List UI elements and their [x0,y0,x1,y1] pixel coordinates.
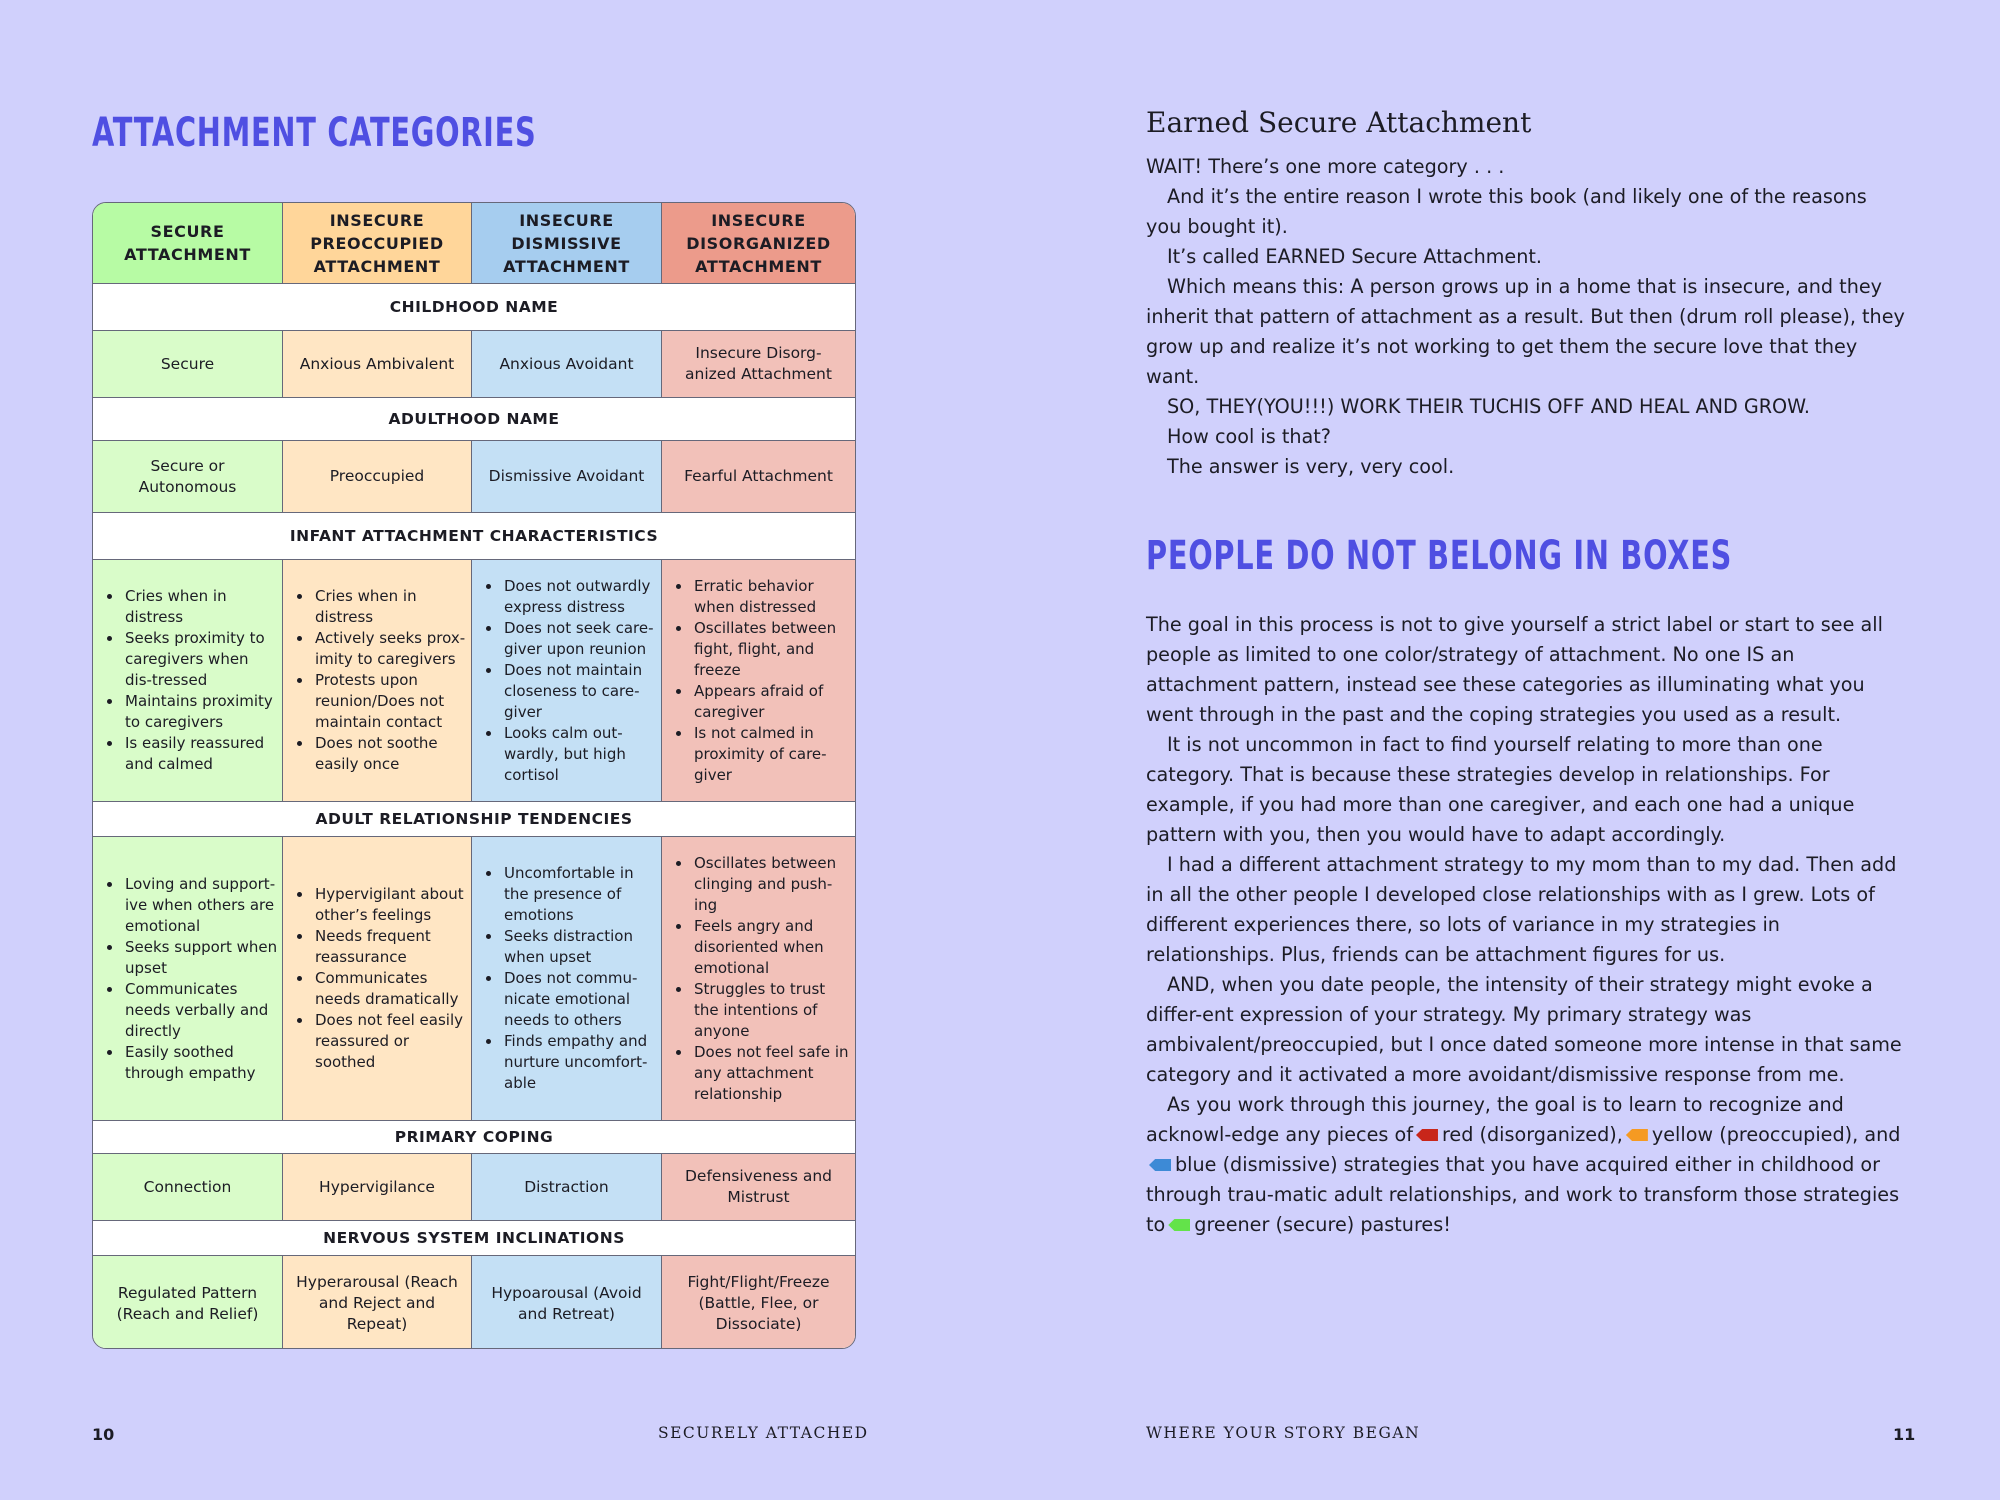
list-item: • Actively seeks prox-imity to caregivers [313,628,467,670]
table-cell [662,837,855,1121]
paragraph: It is not uncommon in fact to find yourself relating to more than one category. That is because these strategies develop in relationships. For example, if you had more than one caregiver, and each one had a unique pattern with you, then you would have to adapt accordingly. [1146,733,1855,846]
list-item: • Cries when in distress [123,586,278,628]
table-cell: Regulated Pattern (Reach and Relief) [93,1256,283,1349]
list-item: • Needs frequent reassurance [313,926,467,968]
left-page-heading: ATTACHMENT CATEGORIES [92,110,537,156]
list-item: • Communicates needs dramatically [313,968,467,1010]
paragraph: SO, THEY(YOU!!!) WORK THEIR TUCHIS OFF AND HEAL AND GROW. [1167,395,1811,418]
table-cell [472,837,662,1121]
table-cell: Hyperarousal (Reach and Reject and Repeat) [283,1256,472,1349]
column-header-secure: SECURE ATTACHMENT [93,203,283,284]
list-item: • Does not feel safe in any attachment relationship [692,1042,851,1105]
section-title-childhood-name: CHILDHOOD NAME [93,284,855,331]
paragraph: AND, when you date people, the intensity of their strategy might evoke a differ-ent expression of your strategy. My primary strategy was ambivalent/preoccupied, but I once dated someone more intense in that same category and it activated a more avoidant/dismissive response from me. [1146,973,1902,1086]
list-item: • Does not feel easily reassured or soothed [313,1010,467,1073]
list-item: • Struggles to trust the intentions of anyone [692,979,851,1042]
list-item: • Seeks distraction when upset [502,926,657,968]
list-item: • Is easily reassured and calmed [123,733,278,775]
left-running-head: SECURELY ATTACHED [658,1424,869,1442]
list-item: • Is not calmed in proximity of care-giver [692,723,851,786]
section-title-infant-characteristics: INFANT ATTACHMENT CHARACTERISTICS [93,513,855,560]
list-item: • Oscillates between clinging and push-ing [692,853,851,916]
paragraph: It’s called EARNED Secure Attachment. [1167,245,1543,268]
paragraph: The answer is very, very cool. [1167,455,1455,478]
table-cell: Dismissive Avoidant [472,441,662,513]
list-item: • Easily soothed through empathy [123,1042,278,1084]
list-item: • Uncomfortable in the presence of emotions [502,863,657,926]
list-item: • Seeks support when upset [123,937,278,979]
table-cell: Connection [93,1154,283,1221]
intro-text [1146,152,1906,482]
section-title-nervous-system: NERVOUS SYSTEM INCLINATIONS [93,1221,855,1256]
table-cell [662,560,855,802]
paragraph: Which means this: A person grows up in a home that is insecure, and they inherit that pattern of attachment as a result. But then (drum roll please), they grow up and realize it’s not working to get them the secure love that they want. [1146,275,1905,388]
column-header-dismissive: INSECURE DISMISSIVE ATTACHMENT [472,203,662,284]
table-cell: Anxious Avoidant [472,331,662,398]
column-header-preoccupied: INSECURE PREOCCUPIED ATTACHMENT [283,203,472,284]
table-cell [93,837,283,1121]
list-item: • Does not soothe easily once [313,733,467,775]
list-item: • Does not commu-nicate emotional needs to others [502,968,657,1031]
blue-flag-icon [1149,1159,1171,1171]
list-item: • Does not maintain closeness to care-giver [502,660,657,723]
green-flag-icon [1168,1219,1190,1231]
table-cell: Secure [93,331,283,398]
body-text [1146,610,1906,1240]
table-cell [472,560,662,802]
table-cell: Secure or Autonomous [93,441,283,513]
table-cell: Anxious Ambivalent [283,331,472,398]
paragraph: How cool is that? [1167,425,1331,448]
list-item: • Seeks proximity to caregivers when dis-tressed [123,628,278,691]
right-page-heading: PEOPLE DO NOT BELONG IN BOXES [1146,533,1733,579]
list-item: • Maintains proximity to caregivers [123,691,278,733]
table-cell: Hypoarousal (Avoid and Retreat) [472,1256,662,1349]
list-item: • Communicates needs verbally and directly [123,979,278,1042]
earned-secure-subheading: Earned Secure Attachment [1146,106,1532,139]
list-item: • Protests upon reunion/Does not maintain contact [313,670,467,733]
right-running-head: WHERE YOUR STORY BEGAN [1146,1424,1421,1442]
paragraph: And it’s the entire reason I wrote this book (and likely one of the reasons you bought it). [1146,185,1867,238]
table-cell: Distraction [472,1154,662,1221]
table-cell [93,560,283,802]
paragraph: I had a different attachment strategy to my mom than to my dad. Then add in all the other people I developed close relationships with as I grew. Lots of different experiences there, so lots of variance in my strategies in relationships. Plus, friends can be attachment figures for us. [1146,853,1897,966]
list-item: • Does not seek care-giver upon reunion [502,618,657,660]
table-cell: Fight/Flight/Freeze (Battle, Flee, or Dissociate) [662,1256,855,1349]
list-item: • Oscillates between fight, flight, and freeze [692,618,851,681]
list-item: • Feels angry and disoriented when emotional [692,916,851,979]
list-item: • Appears afraid of caregiver [692,681,851,723]
right-page-number: 11 [1893,1425,1916,1444]
yellow-flag-icon [1626,1129,1648,1141]
table-cell [283,837,472,1121]
section-title-adult-tendencies: ADULT RELATIONSHIP TENDENCIES [93,802,855,837]
section-title-primary-coping: PRIMARY COPING [93,1121,855,1154]
list-item: • Erratic behavior when distressed [692,576,851,618]
table-cell: Preoccupied [283,441,472,513]
attachment-categories-table [92,202,856,1349]
table-cell: Insecure Disorg-anized Attachment [662,331,855,398]
column-header-disorganized: INSECURE DISORGANIZED ATTACHMENT [662,203,855,284]
left-page-number: 10 [92,1425,115,1444]
table-cell [283,560,472,802]
list-item: • Loving and support-ive when others are emotional [123,874,278,937]
section-title-adulthood-name: ADULTHOOD NAME [93,398,855,441]
list-item: • Does not outwardly express distress [502,576,657,618]
table-cell: Fearful Attachment [662,441,855,513]
list-item: • Hypervigilant about other’s feelings [313,884,467,926]
table-cell: Hypervigilance [283,1154,472,1221]
paragraph: WAIT! There’s one more category . . . [1146,155,1505,178]
list-item: • Finds empathy and nurture uncomfort-able [502,1031,657,1094]
list-item: • Cries when in distress [313,586,467,628]
paragraph: The goal in this process is not to give yourself a strict label or start to see all people as limited to one color/strategy of attachment. No one IS an attachment pattern, instead see these categories as illuminating what you went through in the past and the coping strategies you used as a result. [1146,613,1883,726]
table-cell: Defensiveness and Mistrust [662,1154,855,1221]
list-item: • Looks calm out-wardly, but high cortisol [502,723,657,786]
paragraph-with-flags: As you work through this journey, the goal is to learn to recognize and acknowl-edge any pieces of red (disorganized), yellow (preoccupied), andblue (dismissive) strategies that you have acquired either in childhood or through trau-matic adult relationships, and work to transform those strategies to greener (secure) pastures! [1146,1093,1901,1236]
red-flag-icon [1416,1129,1438,1141]
